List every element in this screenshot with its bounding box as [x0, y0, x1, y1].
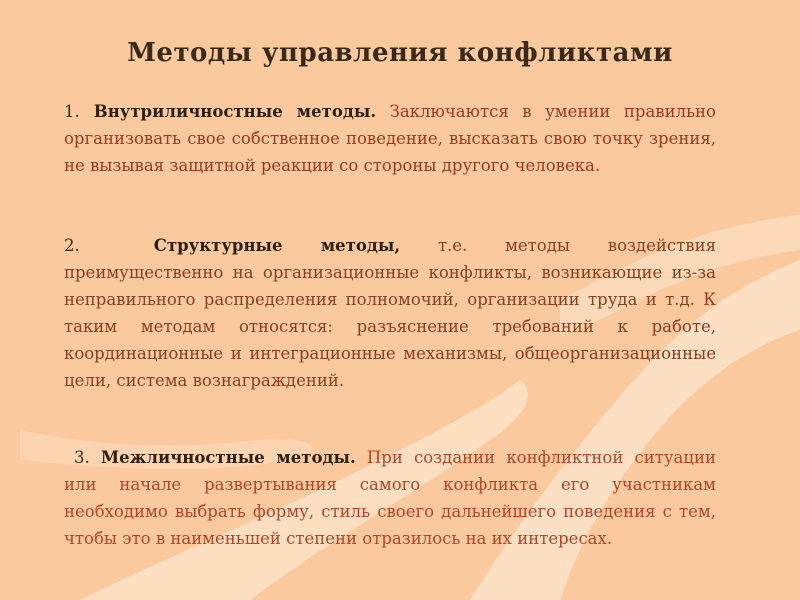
item-description: При создании конфликтной ситуации или начале развертывания самого конфликта его участникам необходимо выбрать форму, стиль своего дальнейшего поведения с тем, чтобы это в наименьшей степени отразилось на их интересах.	[64, 448, 716, 548]
item-term: Структурные методы,	[153, 236, 401, 255]
list-item	[64, 232, 716, 394]
item-description: Заключаются в умении правильно организовать свое собственное поведение, высказать свою точку зрения, не вызывая защитной реакции со стороны другого человека.	[64, 102, 716, 175]
item-number: 1.	[64, 102, 80, 121]
item-term: Внутриличностные методы.	[93, 102, 377, 121]
item-description: т.е. методы воздействия преимущественно на организационные конфликты, возникающие из-за неправильного распределения полномочий, организации труда и т.д. К таким методам относятся: разъяснение требований к работе, координационные и интеграционные механизмы, общеорганизационные цели, система вознаграждений.	[64, 236, 716, 390]
list-item	[64, 98, 716, 179]
list-item	[64, 444, 716, 552]
item-number: 3.	[74, 448, 90, 467]
item-term: Межличностные методы.	[100, 448, 356, 467]
slide-title: Методы управления конфликтами	[127, 38, 673, 68]
item-number: 2.	[64, 236, 80, 255]
